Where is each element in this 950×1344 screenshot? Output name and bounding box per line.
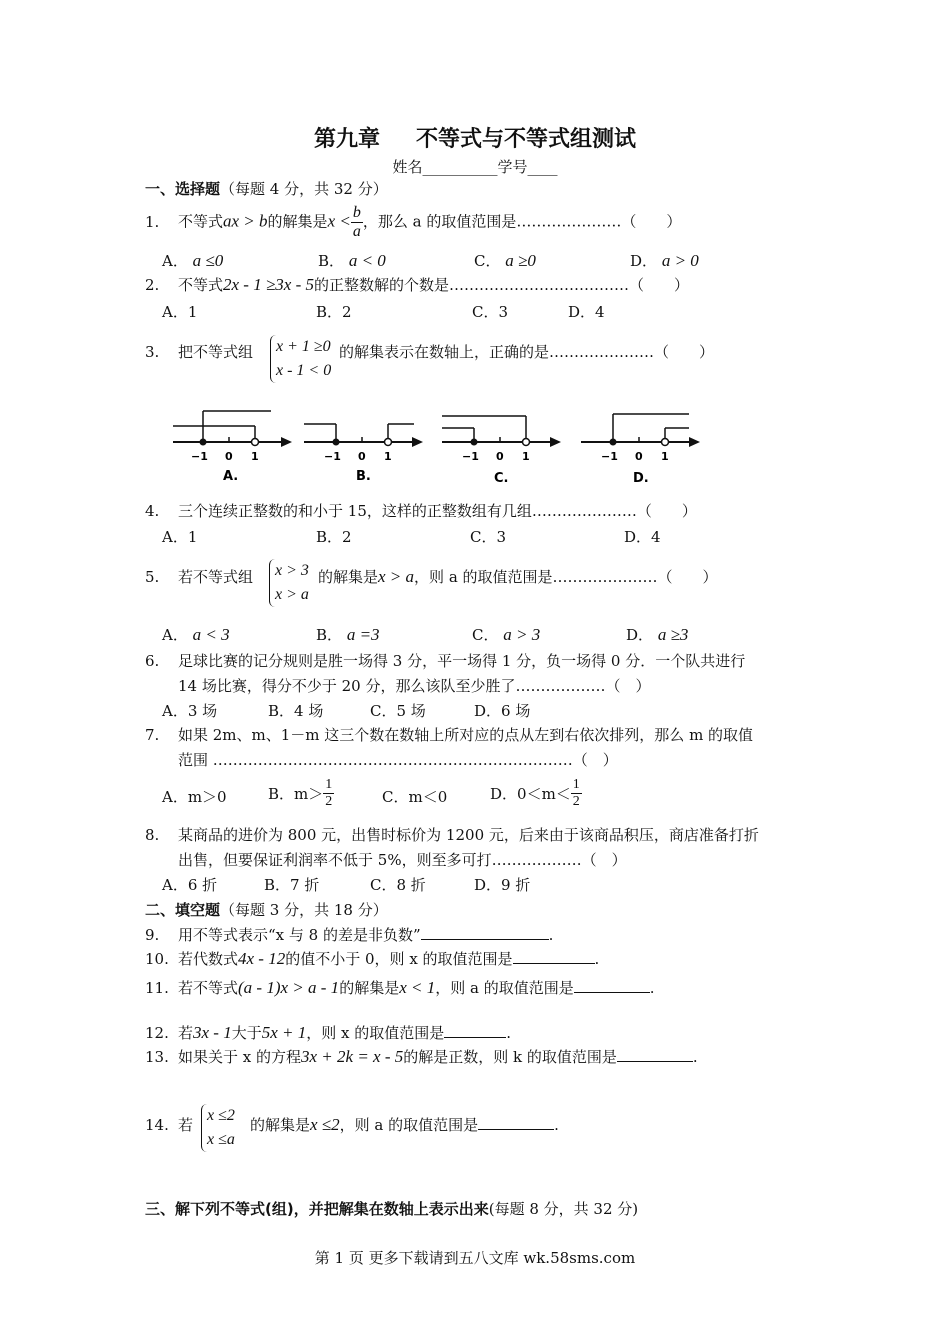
answer-blank[interactable]: [444, 1023, 506, 1038]
section-heading-3: 三、解下列不等式(组)，并把解集在数轴上表示出来(每题 8 分，共 32 分): [145, 1200, 639, 1218]
fraction-b-over-a: $\frac{b}{a}$: [352, 204, 361, 240]
page-title: [0, 122, 950, 153]
number-line-b: [304, 424, 423, 484]
fraction-one-half: $\frac{1}{2}$: [572, 777, 580, 809]
question-4: 4. 三个连续正整数的和小于 15，这样的正整数组有几组…………………（ ）: [145, 502, 697, 520]
q6-option-a: A．3 场: [162, 702, 218, 720]
q1-option-a: A． a ≤0: [162, 251, 224, 270]
number-line-a: [173, 411, 292, 484]
answer-blank[interactable]: [478, 1115, 554, 1130]
tick-label: 1: [384, 450, 392, 463]
q14-text: 的解集是x ≤2，则 a 的取值范围是 .: [250, 1115, 559, 1134]
number-line-d: [581, 414, 700, 486]
number-line-diagrams: [165, 402, 710, 494]
question-9: 9. 用不等式表示“x 与 8 的差是非负数” .: [145, 926, 554, 944]
q2-option-c: C．3: [472, 303, 509, 321]
q7-option-d: D．0＜m＜ $\frac{1}{2}$: [490, 777, 580, 809]
q7-option-b: B．m＞ $\frac{1}{2}$: [268, 777, 333, 809]
q7-option-c: C．m＜0: [382, 788, 448, 806]
question-13: 13. 如果关于 x 的方程3x + 2k = x - 5的解是正数，则 k 的取值范围是 .: [145, 1047, 698, 1066]
tick-label: 0: [635, 450, 643, 463]
diagram-label-a: A.: [223, 469, 239, 484]
q14-inequality-system: x ≤2 x ≤a: [201, 1104, 235, 1152]
q4-option-c: C．3: [470, 528, 507, 546]
question-7-line2: 范围 ………………………………………………………………（ ）: [178, 751, 618, 769]
tick-label: −1: [191, 450, 208, 463]
tick-label: 1: [251, 450, 259, 463]
q3-text: 的解集表示在数轴上，正确的是…………………（ ）: [339, 343, 715, 361]
answer-blank[interactable]: [421, 925, 549, 940]
number-line-c: [442, 416, 561, 486]
question-7: 7. 如果 2m、m、1－m 这三个数在数轴上所对应的点从左到右依次排列，那么 m 的取值: [145, 726, 754, 744]
tick-label: 1: [522, 450, 530, 463]
q8-option-a: A．6 折: [162, 876, 218, 894]
q5-text: 的解集是x > a，则 a 的取值范围是…………………（ ）: [318, 567, 718, 586]
tick-label: 1: [661, 450, 669, 463]
title-text: 不等式与不等式组测试: [416, 127, 637, 152]
q1-option-d: D． a > 0: [630, 251, 699, 270]
answer-blank[interactable]: [574, 978, 650, 993]
q8-option-d: D．9 折: [474, 876, 531, 894]
q3-inequality-system: x + 1 ≥0 x - 1 < 0: [270, 335, 331, 383]
tick-label: 0: [358, 450, 366, 463]
answer-blank[interactable]: [513, 949, 595, 964]
question-8-line2: 出售，但要保证利润率不低于 5%，则至多可打………………（ ）: [178, 851, 627, 869]
q8-option-c: C．8 折: [370, 876, 426, 894]
question-2: 2. 不等式2x - 1 ≥3x - 5的正整数解的个数是………………………………（ ）: [145, 275, 690, 294]
q6-option-c: C．5 场: [370, 702, 426, 720]
q4-option-b: B．2: [316, 528, 352, 546]
page-footer: 第 1 页 更多下载请到五八文库 wk.58sms.com: [314, 1249, 636, 1267]
q5-option-c: C． a > 3: [472, 625, 541, 644]
question-3: 3. 把不等式组: [145, 343, 254, 361]
section-heading-1: 一、选择题（每题 4 分，共 32 分）: [145, 180, 388, 198]
diagram-label-d: D.: [633, 471, 649, 486]
answer-blank[interactable]: [617, 1047, 693, 1062]
q6-option-b: B．4 场: [268, 702, 324, 720]
q5-option-b: B． a =3: [316, 625, 380, 644]
name-id-line: 姓名__________学号____: [392, 158, 558, 176]
diagram-label-b: B.: [356, 469, 371, 484]
q2-option-a: A．1: [162, 303, 198, 321]
q6-option-d: D．6 场: [474, 702, 531, 720]
question-11: 11. 若不等式(a - 1)x > a - 1的解集是x < 1，则 a 的取值范围是 .: [145, 978, 655, 997]
question-10: 10. 若代数式4x - 12的值不小于 0，则 x 的取值范围是 .: [145, 949, 600, 968]
title-chapter: 第九章: [313, 127, 380, 152]
question-1: 1. 不等式ax > b的解集是x < $\frac{b}{a}$ ，那么 a 的取值范围是…………………（ ）: [145, 204, 682, 240]
tick-label: 0: [225, 450, 233, 463]
question-12: 12. 若3x - 1大于5x + 1，则 x 的取值范围是 .: [145, 1023, 512, 1042]
tick-label: −1: [601, 450, 618, 463]
q8-option-b: B．7 折: [264, 876, 320, 894]
section-heading-2: 二、填空题（每题 3 分，共 18 分）: [145, 901, 388, 919]
q5-inequality-system: x > 3 x > a: [269, 559, 309, 607]
question-8: 8. 某商品的进价为 800 元，出售时标价为 1200 元，后来由于该商品积压，商店准备打折: [145, 826, 759, 844]
question-6-line2: 14 场比赛，得分不少于 20 分，那么该队至少胜了………………（ ）: [178, 677, 651, 695]
q1-option-c: C． a ≥0: [474, 251, 536, 270]
fraction-one-half: $\frac{1}{2}$: [325, 777, 333, 809]
q4-option-d: D．4: [624, 528, 661, 546]
q4-option-a: A．1: [162, 528, 198, 546]
tick-label: −1: [462, 450, 479, 463]
diagram-label-c: C.: [494, 471, 509, 486]
q7-option-a: A．m＞0: [162, 788, 227, 806]
q1-option-b: B． a < 0: [318, 251, 386, 270]
question-14: 14. 若: [145, 1116, 194, 1134]
question-6: 6. 足球比赛的记分规则是胜一场得 3 分，平一场得 1 分，负一场得 0 分．一个队共进行: [145, 652, 746, 670]
q5-option-d: D． a ≥3: [626, 625, 689, 644]
question-5: 5. 若不等式组: [145, 568, 254, 586]
q2-option-b: B．2: [316, 303, 352, 321]
tick-label: −1: [324, 450, 341, 463]
tick-label: 0: [496, 450, 504, 463]
q2-option-d: D．4: [568, 303, 605, 321]
q5-option-a: A． a < 3: [162, 625, 230, 644]
